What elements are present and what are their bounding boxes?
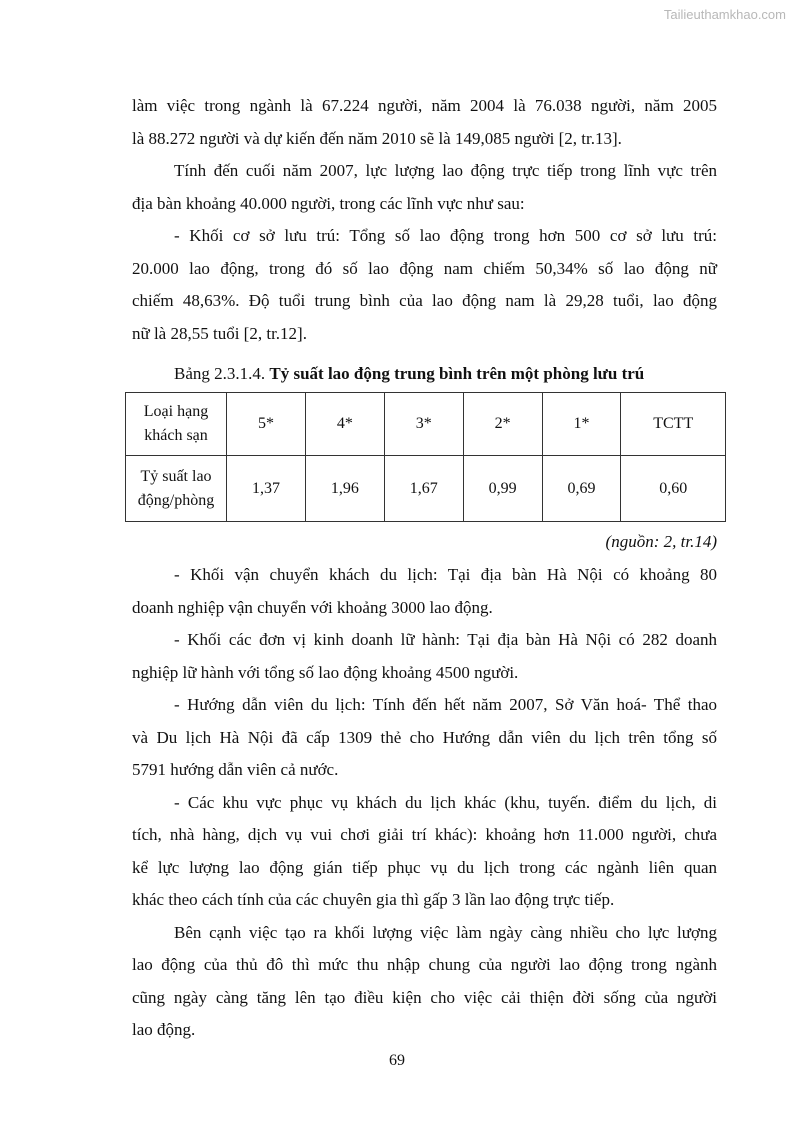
- table-caption-title: Tỷ suất lao động trung bình trên một phòng lưu trú: [269, 364, 645, 383]
- line: Tính đến cuối năm 2007, lực lượng lao động trực tiếp trong lĩnh vực trên: [174, 161, 717, 180]
- table-header-cell: 2*: [463, 393, 542, 456]
- table-header-label: Loại hạng khách sạn: [126, 393, 227, 456]
- watermark: Tailieuthamkhao.com: [663, 7, 786, 22]
- table-cell: 1,67: [384, 456, 463, 522]
- line: doanh nghiệp vận chuyển với khoảng 3000 lao động.: [132, 597, 493, 617]
- paragraph-3: [132, 220, 717, 350]
- table-caption: [132, 360, 717, 388]
- paragraph-5: [132, 624, 717, 689]
- line: - Khối cơ sở lưu trú: Tổng số lao động trong hơn 500 cơ sở lưu trú:: [174, 226, 717, 245]
- paragraph-8: [132, 917, 717, 1047]
- table-header-cell: 5*: [227, 393, 306, 456]
- table-cell: 0,60: [621, 456, 726, 522]
- line: kể lực lượng lao động gián tiếp phục vụ du lịch trong các ngành liên quan: [132, 857, 717, 877]
- line: 20.000 lao động, trong đó số lao động nam chiếm 50,34% số lao động nữ: [132, 258, 717, 278]
- line: là 88.272 người và dự kiến đến năm 2010 sẽ là 149,085 người [2, tr.13].: [132, 128, 622, 148]
- table-header-cell: 4*: [305, 393, 384, 456]
- labor-ratio-table: [125, 392, 726, 522]
- paragraph-1: [132, 90, 717, 155]
- line: tích, nhà hàng, dịch vụ vui chơi giải trí khác): khoảng hơn 11.000 người, chưa: [132, 825, 717, 844]
- line: nghiệp lữ hành với tổng số lao động khoảng 4500 người.: [132, 662, 519, 682]
- table-row: [126, 456, 726, 522]
- paragraph-6: [132, 689, 717, 787]
- line: lao động.: [132, 1020, 196, 1039]
- paragraph-2: [132, 155, 717, 220]
- table-source: (nguồn: 2, tr.14): [605, 532, 717, 551]
- table-cell: 0,69: [542, 456, 621, 522]
- line: làm việc trong ngành là 67.224 người, năm 2004 là 76.038 người, năm 2005: [132, 96, 717, 115]
- table-header-cell: 1*: [542, 393, 621, 456]
- line: Bên cạnh việc tạo ra khối lượng việc làm ngày càng nhiều cho lực lượng: [174, 922, 717, 942]
- line: - Khối các đơn vị kinh doanh lữ hành: Tại địa bàn Hà Nội có 282 doanh: [174, 630, 717, 649]
- paragraph-7: [132, 787, 717, 917]
- table-header-cell: 3*: [384, 393, 463, 456]
- line: - Các khu vực phục vụ khách du lịch khác (khu, tuyến. điểm du lịch, di: [174, 792, 717, 812]
- table-cell: 1,37: [227, 456, 306, 522]
- line: địa bàn khoảng 40.000 người, trong các lĩnh vực như sau:: [132, 193, 525, 213]
- line: chiếm 48,63%. Độ tuổi trung bình của lao động nam là 29,28 tuổi, lao động: [132, 291, 717, 310]
- page-number: 69: [389, 1052, 405, 1069]
- line: - Khối vận chuyển khách du lịch: Tại địa bàn Hà Nội có khoảng 80: [174, 565, 717, 584]
- line: và Du lịch Hà Nội đã cấp 1309 thẻ cho Hướng dẫn viên du lịch trên tổng số: [132, 727, 717, 747]
- table-row-label: Tỷ suất lao động/phòng: [126, 456, 227, 522]
- table-caption-prefix: Bảng 2.3.1.4.: [174, 364, 270, 383]
- table-header-row: [126, 393, 726, 456]
- table-cell: 1,96: [305, 456, 384, 522]
- table-header-cell: TCTT: [621, 393, 726, 456]
- line: nữ là 28,55 tuổi [2, tr.12].: [132, 323, 307, 343]
- line: khác theo cách tính của các chuyên gia thì gấp 3 lần lao động trực tiếp.: [132, 890, 615, 909]
- line: - Hướng dẫn viên du lịch: Tính đến hết năm 2007, Sở Văn hoá- Thể thao: [174, 695, 717, 714]
- line: cũng ngày càng tăng lên tạo điều kiện cho việc cải thiện đời sống của người: [132, 987, 717, 1007]
- page-content: [132, 90, 717, 1047]
- paragraph-4: [132, 559, 717, 624]
- line: lao động của thủ đô thì mức thu nhập chung của người lao động trong ngành: [132, 955, 717, 974]
- table-cell: 0,99: [463, 456, 542, 522]
- line: 5791 hướng dẫn viên cả nước.: [132, 760, 339, 779]
